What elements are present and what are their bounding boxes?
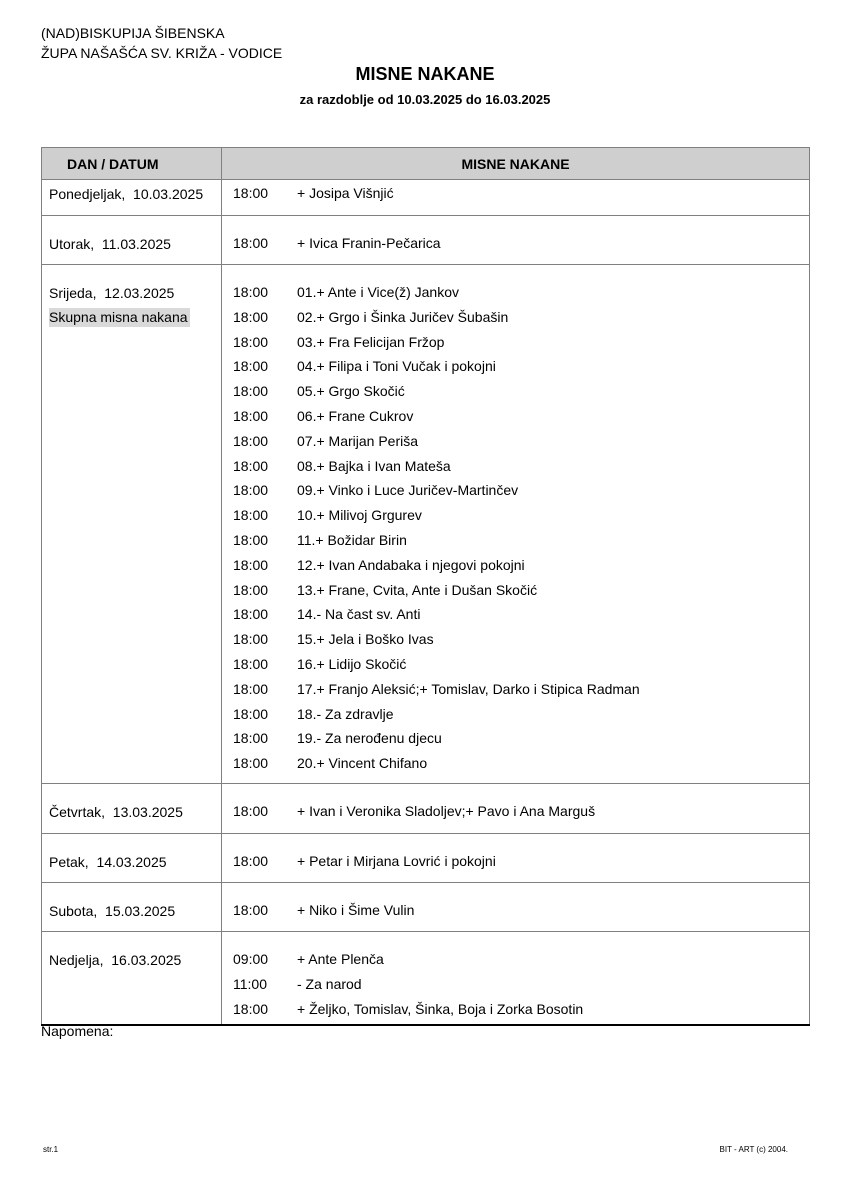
intention-text: - Za narod (297, 975, 362, 992)
intentions-cell (222, 180, 810, 216)
mass-time: 18:00 (233, 284, 269, 300)
intentions-cell (222, 883, 810, 932)
mass-time: 18:00 (233, 803, 269, 819)
day-date-cell (42, 883, 222, 932)
intention-entry (222, 1000, 809, 1025)
intention-entry (222, 802, 809, 827)
mass-time: 18:00 (233, 902, 269, 918)
day-date-cell (42, 180, 222, 216)
day-date-label: Utorak, 11.03.2025 (49, 236, 171, 252)
mass-time: 18:00 (233, 185, 269, 201)
intentions-cell (222, 932, 810, 1026)
mass-time: 18:00 (233, 730, 269, 747)
document-title: MISNE NAKANE (355, 64, 495, 84)
mass-time: 18:00 (233, 581, 269, 598)
intention-entry (222, 481, 809, 506)
day-row (42, 932, 810, 1026)
intentions-cell (222, 784, 810, 834)
intention-entry (222, 432, 809, 457)
intention-entry (222, 680, 809, 705)
mass-time: 09:00 (233, 951, 269, 967)
mass-time: 18:00 (233, 383, 269, 400)
day-row (42, 180, 810, 216)
mass-time: 18:00 (233, 755, 269, 772)
mass-time: 18:00 (233, 507, 269, 524)
intention-entry (222, 308, 809, 333)
day-date-cell (42, 784, 222, 834)
intention-entry (222, 531, 809, 556)
intention-entry (222, 901, 809, 926)
day-row (42, 883, 810, 932)
intention-entry (222, 852, 809, 877)
intention-text: 05.+ Grgo Skočić (297, 383, 405, 400)
intention-entry (222, 556, 809, 581)
mass-time: 11:00 (233, 975, 267, 992)
intention-text: 03.+ Fra Felicijan Fržop (297, 333, 445, 350)
mass-time: 18:00 (233, 482, 269, 499)
intention-text: 19.- Za nerođenu djecu (297, 730, 442, 747)
intention-text: 17.+ Franjo Aleksić;+ Tomislav, Darko i Stipica Radman (297, 680, 640, 697)
intention-entry (222, 655, 809, 680)
day-date-label: Nedjelja, 16.03.2025 (49, 952, 182, 968)
intention-text: 20.+ Vincent Chifano (297, 755, 428, 772)
mass-time: 18:00 (233, 1000, 269, 1017)
intention-entry (222, 407, 809, 432)
mass-time: 18:00 (233, 655, 269, 672)
day-row (42, 265, 810, 784)
day-date-cell (42, 932, 222, 1026)
note-label: Napomena: (41, 1023, 114, 1039)
day-date-label: Petak, 14.03.2025 (49, 854, 167, 870)
intention-entry (222, 457, 809, 482)
day-date-cell (42, 834, 222, 883)
intention-text: 09.+ Vinko i Luce Juričev-Martinčev (297, 482, 519, 499)
intention-text: 08.+ Bajka i Ivan Mateša (297, 457, 451, 474)
intentions-cell (222, 216, 810, 265)
intention-text: 13.+ Frane, Cvita, Ante i Dušan Skočić (297, 581, 538, 598)
intention-text: + Ivica Franin-Pečarica (297, 235, 441, 251)
intention-text: 02.+ Grgo i Šinka Juričev Šubašin (297, 308, 509, 325)
mass-time: 18:00 (233, 531, 269, 548)
day-date-label: Četvrtak, 13.03.2025 (49, 804, 183, 820)
intention-entry (222, 234, 809, 259)
intention-entry (222, 283, 809, 308)
day-row (42, 216, 810, 265)
intention-text: + Željko, Tomislav, Šinka, Boja i Zorka Bosotin (297, 1000, 584, 1017)
day-row (42, 834, 810, 883)
intention-text: 12.+ Ivan Andabaka i njegovi pokojni (297, 556, 525, 573)
intention-text: 06.+ Frane Cukrov (297, 407, 414, 424)
document-subtitle: za razdoblje od 10.03.2025 do 16.03.2025 (299, 92, 551, 107)
mass-time: 18:00 (233, 853, 269, 869)
page-number: str.1 (43, 1145, 59, 1154)
intentions-cell (222, 834, 810, 883)
intention-entry (222, 382, 809, 407)
day-date-cell (42, 265, 222, 784)
mass-time: 18:00 (233, 606, 269, 623)
diocese-name: (NAD)BISKUPIJA ŠIBENSKA (41, 25, 225, 41)
intention-entry (222, 581, 809, 606)
intention-entry (222, 754, 809, 779)
mass-time: 18:00 (233, 705, 269, 722)
software-credit: BIT - ART (c) 2004. (719, 1145, 788, 1154)
intention-entry (222, 506, 809, 531)
mass-time: 18:00 (233, 631, 269, 648)
day-note-label: Skupna misna nakana (49, 309, 188, 325)
mass-time: 18:00 (233, 308, 269, 325)
day-date-label: Ponedjeljak, 10.03.2025 (49, 186, 204, 202)
intention-text: + Ivan i Veronika Sladoljev;+ Pavo i Ana Marguš (297, 803, 596, 819)
intention-entry (222, 729, 809, 754)
day-date-label: Srijeda, 12.03.2025 (49, 285, 175, 301)
table-header-row (42, 148, 810, 180)
intention-text: 04.+ Filipa i Toni Vučak i pokojni (297, 358, 496, 375)
parish-name: ŽUPA NAŠAŠĆA SV. KRIŽA - VODICE (41, 45, 283, 61)
column-header-day-date: DAN / DATUM (42, 148, 222, 180)
mass-time: 18:00 (233, 556, 269, 573)
mass-intentions-table (41, 147, 810, 1026)
column-header-intentions: MISNE NAKANE (222, 148, 810, 180)
intention-text: 01.+ Ante i Vice(ž) Jankov (297, 284, 459, 300)
intention-entry (222, 975, 809, 1000)
intention-text: + Petar i Mirjana Lovrić i pokojni (297, 853, 496, 869)
mass-time: 18:00 (233, 457, 269, 474)
mass-time: 18:00 (233, 407, 269, 424)
intention-entry (222, 630, 809, 655)
intention-text: + Niko i Šime Vulin (297, 902, 415, 918)
intention-entry (222, 333, 809, 358)
intention-text: 16.+ Lidijo Skočić (297, 655, 407, 672)
intention-text: 11.+ Božidar Birin (297, 531, 407, 548)
intention-text: 07.+ Marijan Periša (297, 432, 419, 449)
intention-text: 10.+ Milivoj Grgurev (297, 507, 422, 524)
day-row (42, 784, 810, 834)
intention-text: 18.- Za zdravlje (297, 705, 394, 722)
intention-entry (222, 605, 809, 630)
mass-time: 18:00 (233, 432, 269, 449)
intentions-cell (222, 265, 810, 784)
intention-text: 14.- Na čast sv. Anti (297, 606, 421, 623)
mass-time: 18:00 (233, 235, 269, 251)
day-date-label: Subota, 15.03.2025 (49, 903, 176, 919)
intention-text: + Ante Plenča (297, 951, 384, 967)
intention-entry (222, 950, 809, 975)
mass-time: 18:00 (233, 358, 269, 375)
intention-entry (222, 184, 809, 209)
day-date-cell (42, 216, 222, 265)
intention-entry (222, 357, 809, 382)
mass-time: 18:00 (233, 333, 269, 350)
intention-text: 15.+ Jela i Boško Ivas (297, 631, 434, 648)
intention-text: + Josipa Višnjić (297, 185, 394, 201)
mass-time: 18:00 (233, 680, 269, 697)
intention-entry (222, 705, 809, 730)
